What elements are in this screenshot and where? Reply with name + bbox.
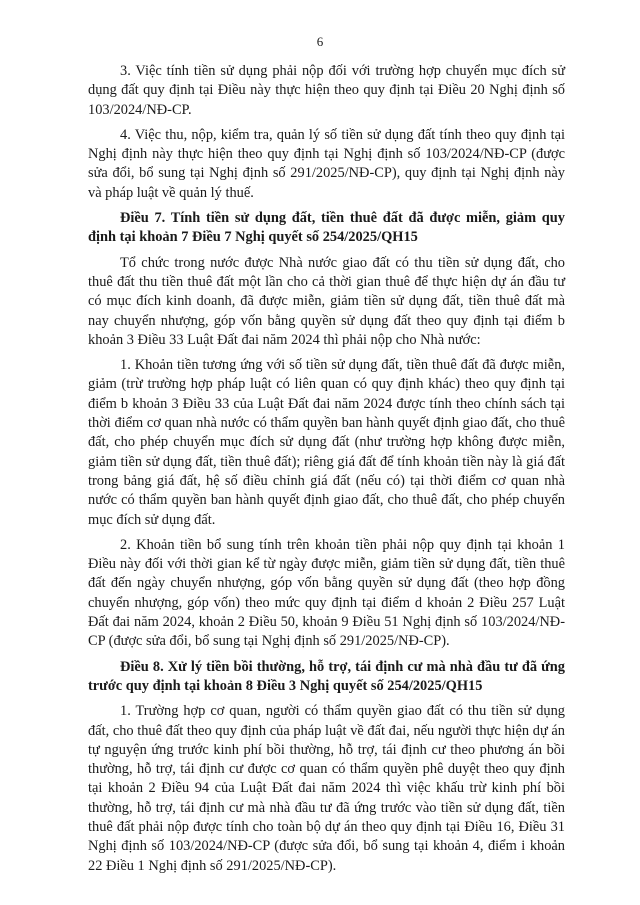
page-number: 6	[316, 34, 324, 49]
article-8-heading: Điều 8. Xử lý tiền bồi thường, hỗ trợ, tái định cư mà nhà đầu tư đã ứng trước quy định tại khoản 8 Điều 3 Nghị quyết số 254/2025/QH15	[88, 658, 565, 694]
document-body	[88, 62, 565, 882]
article-7-heading: Điều 7. Tính tiền sử dụng đất, tiền thuê đất đã được miễn, giảm quy định tại khoản 7 Điều 7 Nghị quyết số 254/2025/QH15	[88, 210, 565, 246]
paragraph-clause-3: 3. Việc tính tiền sử dụng phải nộp đối với trường hợp chuyển mục đích sử dụng đất quy định tại Điều này thực hiện theo quy định tại Điều 20 Nghị định số 103/2024/NĐ-CP.	[88, 63, 565, 118]
article-7-clause-1: 1. Khoản tiền tương ứng với số tiền sử dụng đất, tiền thuê đất đã được miễn, giảm (trừ trường hợp pháp luật có liên quan có quy định khác) theo quy định tại điểm b khoản 3 Điều 33 của Luật Đất đai năm 2024 được tính theo chính sách tại thời điểm cơ quan nhà nước có thẩm quyền ban hành quyết định giao đất, cho thuê đất, cho phép chuyển mục đích sử dụng đất (như trường hợp không được miễn, giảm tiền sử dụng đất, tiền thuê đất); riêng giá đất để tính khoản tiền này là giá đất trong bảng giá đất, hệ số điều chỉnh giá đất (nếu có) tại thời điểm cơ quan nhà nước có thẩm quyền ban hành quyết định giao đất, cho thuê đất, cho phép chuyển mục đích sử dụng đất.	[88, 357, 565, 528]
article-7-intro: Tổ chức trong nước được Nhà nước giao đất có thu tiền sử dụng đất, cho thuê đất thu tiền thuê đất một lần cho cả thời gian thuê để thực hiện dự án đầu tư có mục đích kinh doanh, đã được miễn, giảm tiền sử dụng đất, tiền thuê đất mà nay chuyển nhượng, góp vốn bằng quyền sử dụng đất theo quy định tại điểm b khoản 3 Điều 33 Luật Đất đai năm 2024 thì phải nộp cho Nhà nước:	[88, 254, 565, 348]
article-7-clause-2: 2. Khoản tiền bổ sung tính trên khoản tiền phải nộp quy định tại khoản 1 Điều này đối với thời gian kể từ ngày được miễn, giảm tiền sử dụng đất, tiền thuê đất đến ngày chuyển nhượng, góp vốn bằng quyền sử dụng đất (theo hợp đồng chuyển nhượng, góp vốn) theo mức quy định tại điểm d khoản 2 Điều 257 Luật Đất đai năm 2024, khoản 2 Điều 50, khoản 9 Điều 51 Nghị định số 103/2024/NĐ-CP (được sửa đổi, bổ sung tại Nghị định số 291/2025/NĐ-CP).	[88, 536, 565, 650]
article-8-clause-1: 1. Trường hợp cơ quan, người có thẩm quyền giao đất có thu tiền sử dụng đất, cho thuê đất theo quy định của pháp luật về đất đai, nếu người thực hiện dự án tự nguyện ứng trước kinh phí bồi thường, hỗ trợ, tái định cư theo phương án bồi thường, hỗ trợ, tái định cư được cơ quan có thẩm quyền phê duyệt theo quy định tại khoản 2 Điều 94 của Luật Đất đai năm 2024 thì việc khấu trừ kinh phí bồi thường, hỗ trợ, tái định cư mà nhà đầu tư đã ứng trước vào tiền sử dụng đất, tiền thuê đất phải nộp được tính cho toàn bộ dự án theo quy định tại Điều 16, Điều 31 Nghị định số 103/2024/NĐ-CP (được sửa đổi, bổ sung tại khoản 4, điểm i khoản 22 Điều 1 Nghị định số 291/2025/NĐ-CP).	[88, 703, 565, 874]
paragraph-clause-4: 4. Việc thu, nộp, kiểm tra, quản lý số tiền sử dụng đất tính theo quy định tại Nghị định này thực hiện theo quy định tại Nghị định số 103/2024/NĐ-CP (được sửa đổi, bổ sung tại Nghị định số 291/2025/NĐ-CP), quy định tại Nghị định này và pháp luật về quản lý thuế.	[88, 126, 565, 201]
